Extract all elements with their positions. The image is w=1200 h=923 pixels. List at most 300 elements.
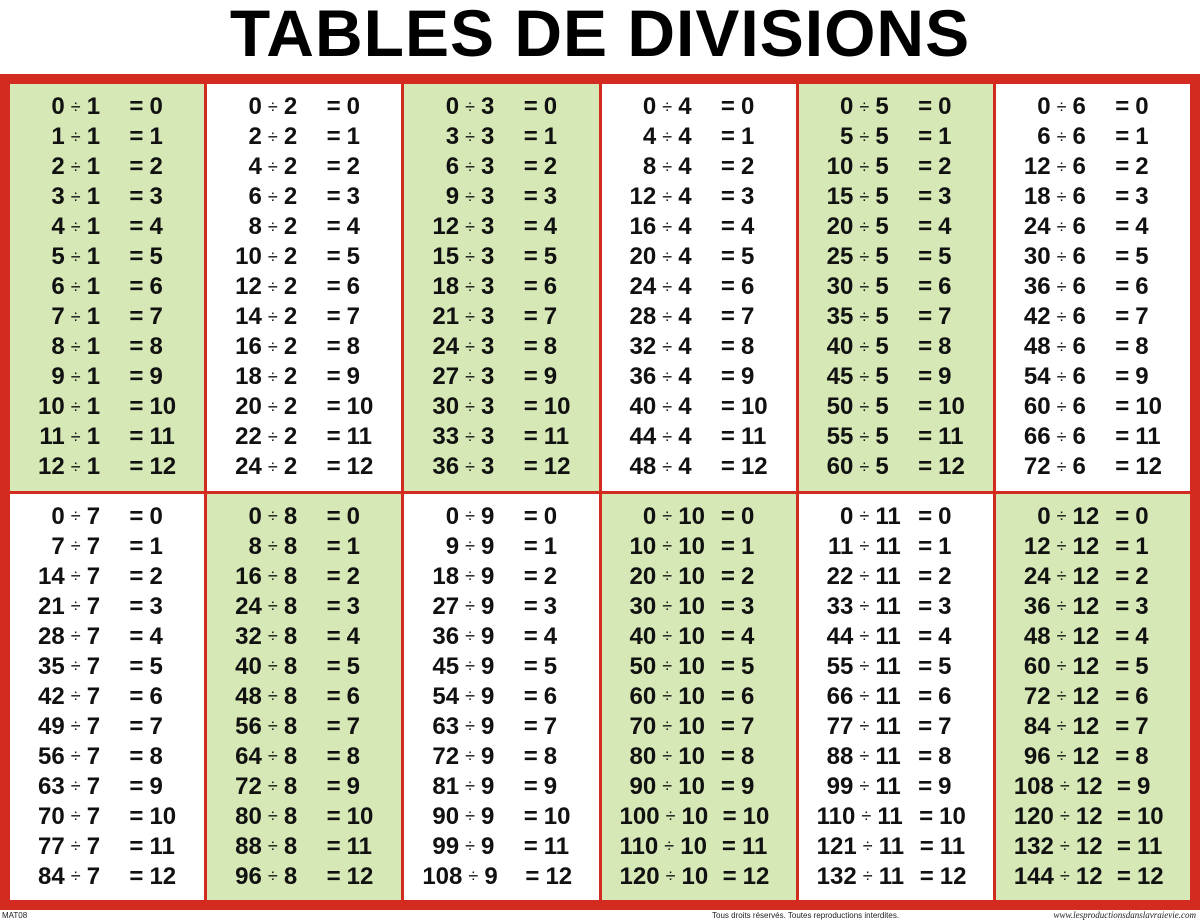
divisor: 6 [1072, 273, 1086, 301]
dividend: 27 [432, 592, 460, 620]
quotient: 10 [742, 802, 770, 830]
dividend: 24 [629, 273, 657, 301]
equals-sign: = [919, 832, 934, 860]
divide-sign: ÷ [267, 596, 278, 617]
dividend: 8 [51, 333, 65, 361]
quotient: 4 [740, 213, 755, 241]
quotient: 10 [346, 802, 374, 830]
equals-sign: = [129, 123, 144, 151]
equals-sign: = [326, 363, 341, 391]
equals-sign: = [523, 832, 538, 860]
divisor: 7 [86, 622, 101, 650]
quotient: 9 [543, 772, 558, 800]
equation-row [10, 652, 204, 682]
quotient: 1 [346, 532, 360, 560]
divide-sign: ÷ [465, 776, 475, 797]
divide-sign: ÷ [662, 336, 673, 357]
equals-sign: = [918, 622, 933, 650]
divisor: 5 [875, 363, 889, 391]
dividend: 120 [1013, 802, 1054, 830]
equals-sign: = [720, 333, 735, 361]
quotient: 12 [346, 862, 374, 890]
divisor: 11 [875, 682, 901, 710]
divisor: 12 [1072, 652, 1100, 680]
dividend: 48 [235, 682, 262, 710]
divide-sign: ÷ [70, 156, 81, 177]
equals-sign: = [326, 273, 341, 301]
quotient: 12 [346, 453, 374, 481]
dividend: 40 [826, 333, 854, 361]
divide-sign: ÷ [662, 276, 673, 297]
divisor: 8 [283, 712, 298, 740]
equation-row [996, 532, 1190, 562]
divide-sign: ÷ [465, 216, 475, 237]
divide-sign: ÷ [465, 426, 475, 447]
equation-row [799, 272, 993, 302]
divide-sign: ÷ [267, 216, 278, 237]
divide-sign: ÷ [267, 566, 278, 587]
equation-row [799, 212, 993, 242]
equation-row [404, 802, 598, 832]
divide-sign: ÷ [859, 566, 870, 587]
dividend: 35 [826, 303, 854, 331]
quotient: 7 [543, 303, 558, 331]
quotient: 5 [543, 243, 558, 271]
quotient: 6 [938, 273, 952, 301]
equation-row [996, 832, 1190, 862]
divide-sign: ÷ [859, 336, 870, 357]
divide-sign: ÷ [859, 716, 870, 737]
divide-sign: ÷ [1056, 456, 1067, 477]
divisor: 2 [283, 303, 298, 331]
divide-sign: ÷ [859, 596, 870, 617]
divisor: 9 [481, 772, 495, 800]
equals-sign: = [1115, 243, 1130, 271]
dividend: 48 [1023, 622, 1051, 650]
equation-row [404, 622, 598, 652]
division-table-3 [404, 84, 598, 491]
equals-sign: = [918, 273, 933, 301]
quotient: 1 [938, 123, 952, 151]
equals-sign: = [722, 862, 737, 890]
equals-sign: = [326, 423, 341, 451]
equals-sign: = [1115, 393, 1130, 421]
equation-row [996, 712, 1190, 742]
dividend: 10 [629, 532, 657, 560]
divisor: 10 [681, 802, 709, 830]
equation-row [10, 772, 204, 802]
dividend: 8 [248, 213, 262, 241]
equals-sign: = [129, 622, 144, 650]
dividend: 10 [38, 393, 65, 421]
divide-sign: ÷ [267, 276, 278, 297]
equals-sign: = [523, 333, 538, 361]
equation-row [996, 652, 1190, 682]
dividend: 15 [432, 243, 460, 271]
divide-sign: ÷ [1056, 716, 1067, 737]
equals-sign: = [720, 772, 735, 800]
equals-sign: = [326, 832, 341, 860]
equation-row [602, 532, 796, 562]
dividend: 121 [816, 832, 857, 860]
equation-row [799, 532, 993, 562]
divide-sign: ÷ [267, 536, 278, 557]
divisor: 7 [86, 802, 101, 830]
divisor: 6 [1072, 183, 1086, 211]
quotient: 9 [938, 363, 952, 391]
dividend: 96 [1023, 742, 1051, 770]
quotient: 12 [1136, 862, 1164, 890]
divisor: 9 [481, 682, 495, 710]
quotient: 9 [149, 363, 163, 391]
equals-sign: = [720, 213, 735, 241]
dividend: 27 [432, 363, 460, 391]
equals-sign: = [129, 183, 144, 211]
equation-row [404, 302, 598, 332]
equation-row [602, 242, 796, 272]
quotient: 2 [938, 153, 952, 181]
equation-row [602, 302, 796, 332]
quotient: 11 [543, 423, 570, 451]
quotient: 1 [1135, 123, 1149, 151]
divisor: 5 [875, 423, 889, 451]
divide-sign: ÷ [1056, 626, 1067, 647]
equals-sign: = [918, 712, 933, 740]
quotient: 12 [939, 862, 967, 890]
quotient: 8 [938, 742, 952, 770]
equation-row [602, 562, 796, 592]
divide-sign: ÷ [662, 186, 673, 207]
quotient: 10 [149, 802, 177, 830]
divisor: 1 [86, 183, 101, 211]
quotient: 6 [346, 273, 360, 301]
equation-row [10, 182, 204, 212]
equation-row [404, 332, 598, 362]
divide-sign: ÷ [465, 396, 475, 417]
dividend: 81 [432, 772, 460, 800]
divisor: 6 [1072, 423, 1086, 451]
divisor: 8 [283, 832, 298, 860]
divisor: 11 [877, 802, 903, 830]
quotient: 10 [149, 393, 177, 421]
divisor: 8 [283, 652, 298, 680]
divisor: 4 [678, 213, 692, 241]
quotient: 0 [346, 93, 360, 121]
equation-row [207, 302, 401, 332]
equals-sign: = [720, 712, 735, 740]
divisor: 11 [875, 592, 901, 620]
divide-sign: ÷ [664, 836, 675, 857]
divide-sign: ÷ [465, 276, 475, 297]
equals-sign: = [1115, 153, 1130, 181]
quotient: 3 [1135, 592, 1149, 620]
quotient: 12 [742, 862, 770, 890]
dividend: 44 [826, 622, 854, 650]
dividend: 18 [432, 273, 460, 301]
equals-sign: = [918, 532, 933, 560]
equals-sign: = [129, 562, 144, 590]
dividend: 18 [235, 363, 262, 391]
divide-sign: ÷ [267, 426, 278, 447]
dividend: 12 [235, 273, 262, 301]
equation-row [207, 682, 401, 712]
divisor: 4 [678, 153, 692, 181]
equation-row [10, 122, 204, 152]
quotient: 2 [740, 153, 755, 181]
divisor: 7 [86, 562, 101, 590]
dividend: 2 [248, 123, 262, 151]
equals-sign: = [918, 243, 933, 271]
quotient: 10 [740, 393, 768, 421]
divisor: 12 [1072, 532, 1100, 560]
divisor: 12 [1072, 502, 1100, 530]
divisor: 2 [283, 273, 298, 301]
dividend: 54 [432, 682, 460, 710]
equals-sign: = [523, 213, 538, 241]
divisor: 10 [678, 532, 705, 560]
divide-sign: ÷ [70, 686, 81, 707]
divisor: 3 [481, 303, 495, 331]
equation-row [602, 152, 796, 182]
equals-sign: = [720, 502, 735, 530]
equation-row [404, 392, 598, 422]
divisor: 3 [481, 273, 495, 301]
divide-sign: ÷ [465, 246, 475, 267]
divide-sign: ÷ [662, 506, 673, 527]
equals-sign: = [918, 123, 933, 151]
division-table-6 [996, 84, 1190, 491]
divisor: 4 [678, 363, 692, 391]
divide-sign: ÷ [267, 96, 278, 117]
dividend: 0 [445, 93, 460, 121]
equals-sign: = [129, 243, 144, 271]
dividend: 10 [235, 243, 262, 271]
quotient: 1 [149, 123, 163, 151]
equation-row [799, 302, 993, 332]
divisor: 1 [86, 213, 101, 241]
quotient: 3 [740, 592, 755, 620]
equation-row [207, 332, 401, 362]
equals-sign: = [326, 153, 341, 181]
quotient: 8 [346, 333, 360, 361]
equation-row [10, 742, 204, 772]
equals-sign: = [523, 622, 538, 650]
quotient: 0 [740, 93, 755, 121]
equals-sign: = [523, 742, 538, 770]
quotient: 2 [740, 562, 755, 590]
equation-row [996, 92, 1190, 122]
divisor: 10 [678, 682, 705, 710]
divide-sign: ÷ [662, 366, 673, 387]
quotient: 5 [346, 652, 360, 680]
equation-row [10, 332, 204, 362]
divisor: 3 [481, 453, 495, 481]
dividend: 108 [1013, 772, 1054, 800]
equation-row [996, 422, 1190, 452]
equals-sign: = [523, 562, 538, 590]
quotient: 7 [543, 712, 558, 740]
quotient: 0 [1135, 502, 1149, 530]
divisor: 5 [875, 93, 889, 121]
equation-row [996, 392, 1190, 422]
dividend: 0 [1037, 502, 1051, 530]
divisor: 8 [283, 862, 298, 890]
dividend: 72 [432, 742, 460, 770]
divisor: 4 [678, 393, 692, 421]
equation-row [404, 422, 598, 452]
equation-row [207, 182, 401, 212]
dividend: 77 [38, 832, 65, 860]
equation-row [10, 622, 204, 652]
divide-sign: ÷ [465, 506, 475, 527]
copyright-notice: Tous droits réservés. Toutes reproductions interdites. [712, 911, 900, 920]
divisor: 3 [481, 393, 495, 421]
dividend: 72 [1023, 453, 1051, 481]
dividend: 66 [826, 682, 854, 710]
dividend: 24 [1023, 562, 1051, 590]
divisor: 10 [678, 742, 705, 770]
divisor: 7 [86, 742, 101, 770]
quotient: 2 [543, 562, 558, 590]
quotient: 4 [938, 213, 952, 241]
dividend: 70 [629, 712, 657, 740]
divide-sign: ÷ [465, 536, 475, 557]
division-table-12 [996, 494, 1190, 901]
equation-row [404, 272, 598, 302]
divisor: 1 [86, 243, 101, 271]
divide-sign: ÷ [1056, 566, 1067, 587]
quotient: 0 [346, 502, 360, 530]
divisor: 10 [678, 652, 705, 680]
equals-sign: = [326, 93, 341, 121]
divisor: 6 [1072, 153, 1086, 181]
divisor: 9 [481, 712, 495, 740]
quotient: 8 [149, 333, 163, 361]
quotient: 4 [938, 622, 952, 650]
divisor: 12 [1075, 772, 1103, 800]
divide-sign: ÷ [859, 426, 870, 447]
divide-sign: ÷ [662, 626, 673, 647]
dividend: 30 [432, 393, 460, 421]
equals-sign: = [918, 423, 933, 451]
quotient: 2 [346, 562, 360, 590]
equals-sign: = [720, 622, 735, 650]
equation-row [602, 832, 796, 862]
quotient: 6 [346, 682, 360, 710]
quotient: 3 [543, 183, 558, 211]
equation-row [799, 152, 993, 182]
equation-row [404, 152, 598, 182]
divide-sign: ÷ [267, 396, 278, 417]
equation-row [602, 712, 796, 742]
equals-sign: = [720, 652, 735, 680]
quotient: 6 [149, 682, 163, 710]
divide-sign: ÷ [1056, 426, 1067, 447]
equals-sign: = [918, 363, 933, 391]
equals-sign: = [326, 802, 341, 830]
dividend: 48 [629, 453, 657, 481]
equals-sign: = [720, 123, 735, 151]
dividend: 0 [642, 93, 657, 121]
equals-sign: = [326, 622, 341, 650]
equals-sign: = [720, 303, 735, 331]
dividend: 24 [1023, 213, 1051, 241]
equation-row [207, 212, 401, 242]
divide-sign: ÷ [267, 836, 278, 857]
quotient: 3 [938, 183, 952, 211]
dividend: 0 [51, 93, 65, 121]
dividend: 60 [1023, 393, 1051, 421]
divisor: 3 [481, 93, 495, 121]
equation-row [207, 242, 401, 272]
dividend: 33 [432, 423, 460, 451]
divisor: 10 [678, 502, 705, 530]
equation-row [207, 832, 401, 862]
divide-sign: ÷ [70, 306, 81, 327]
divisor: 2 [283, 243, 298, 271]
divide-sign: ÷ [1056, 536, 1067, 557]
quotient: 9 [1136, 772, 1151, 800]
equation-row [996, 272, 1190, 302]
dividend: 50 [826, 393, 854, 421]
equation-row [10, 362, 204, 392]
divisor: 6 [1072, 243, 1086, 271]
dividend: 16 [235, 333, 262, 361]
divide-sign: ÷ [70, 566, 81, 587]
dividend: 55 [826, 423, 854, 451]
quotient: 12 [545, 862, 573, 890]
dividend: 1 [51, 123, 65, 151]
divide-sign: ÷ [1059, 806, 1070, 827]
divide-sign: ÷ [859, 456, 870, 477]
divide-sign: ÷ [70, 716, 81, 737]
dividend: 42 [1023, 303, 1051, 331]
dividend: 40 [629, 622, 657, 650]
quotient: 6 [1135, 682, 1149, 710]
dividend: 66 [1023, 423, 1051, 451]
quotient: 8 [1135, 333, 1149, 361]
equation-row [10, 712, 204, 742]
equals-sign: = [129, 93, 144, 121]
divide-sign: ÷ [1059, 776, 1070, 797]
divisor: 10 [678, 592, 705, 620]
division-table-1 [10, 84, 204, 491]
divisor: 5 [875, 183, 889, 211]
divisor: 1 [86, 303, 101, 331]
quotient: 2 [938, 562, 952, 590]
equals-sign: = [129, 453, 144, 481]
divisor: 12 [1072, 742, 1100, 770]
equation-row [10, 422, 204, 452]
equation-row [602, 392, 796, 422]
dividend: 0 [840, 93, 854, 121]
dividend: 32 [629, 333, 657, 361]
divide-sign: ÷ [70, 746, 81, 767]
quotient: 5 [149, 243, 163, 271]
dividend: 24 [432, 333, 460, 361]
divide-sign: ÷ [662, 596, 673, 617]
dividend: 10 [826, 153, 854, 181]
equals-sign: = [326, 333, 341, 361]
quotient: 4 [346, 213, 360, 241]
divisor: 6 [1072, 363, 1086, 391]
divisor: 1 [86, 423, 101, 451]
equals-sign: = [326, 742, 341, 770]
divide-sign: ÷ [465, 626, 475, 647]
dividend: 36 [432, 622, 460, 650]
equals-sign: = [1115, 93, 1130, 121]
equals-sign: = [129, 652, 144, 680]
